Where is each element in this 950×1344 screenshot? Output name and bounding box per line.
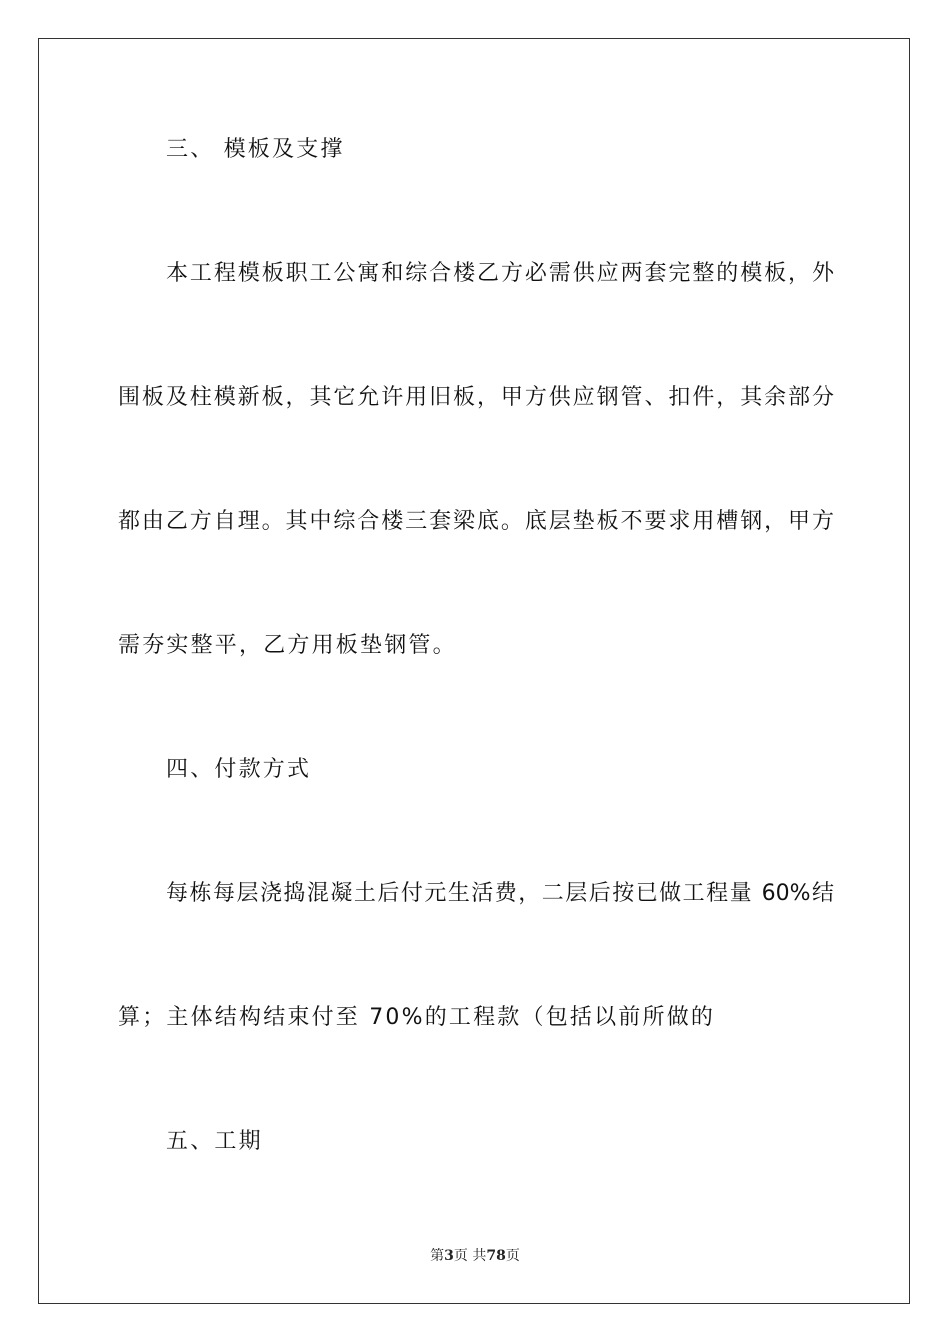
paragraph-line: 都由乙方自理。其中综合楼三套梁底。底层垫板不要求用槽钢，甲方: [118, 509, 834, 534]
paragraph-line: 围板及柱模新板，其它允许用旧板，甲方供应钢管、扣件，其余部分: [118, 385, 834, 410]
section-heading-3: 三、 模板及支撑: [166, 137, 345, 162]
footer-prefix: 第: [430, 1248, 445, 1264]
section-heading-4: 四、付款方式: [166, 757, 312, 782]
section-heading-5: 五、工期: [166, 1129, 263, 1154]
current-page-number: 3: [444, 1248, 454, 1264]
footer-suffix: 页: [505, 1248, 520, 1264]
paragraph-line: 需夯实整平，乙方用板垫钢管。: [118, 633, 457, 658]
page-border: [38, 38, 910, 1304]
paragraph-line: 本工程模板职工公寓和综合楼乙方必需供应两套完整的模板，外: [166, 261, 834, 286]
total-page-count: 78: [486, 1248, 506, 1264]
paragraph-line: 算；主体结构结束付至 70%的工程款（包括以前所做的: [118, 1005, 716, 1030]
page-footer: [0, 1247, 950, 1265]
footer-middle: 页 共: [453, 1248, 487, 1264]
paragraph-line: 每栋每层浇捣混凝土后付元生活费，二层后按已做工程量 60%结: [166, 881, 834, 906]
